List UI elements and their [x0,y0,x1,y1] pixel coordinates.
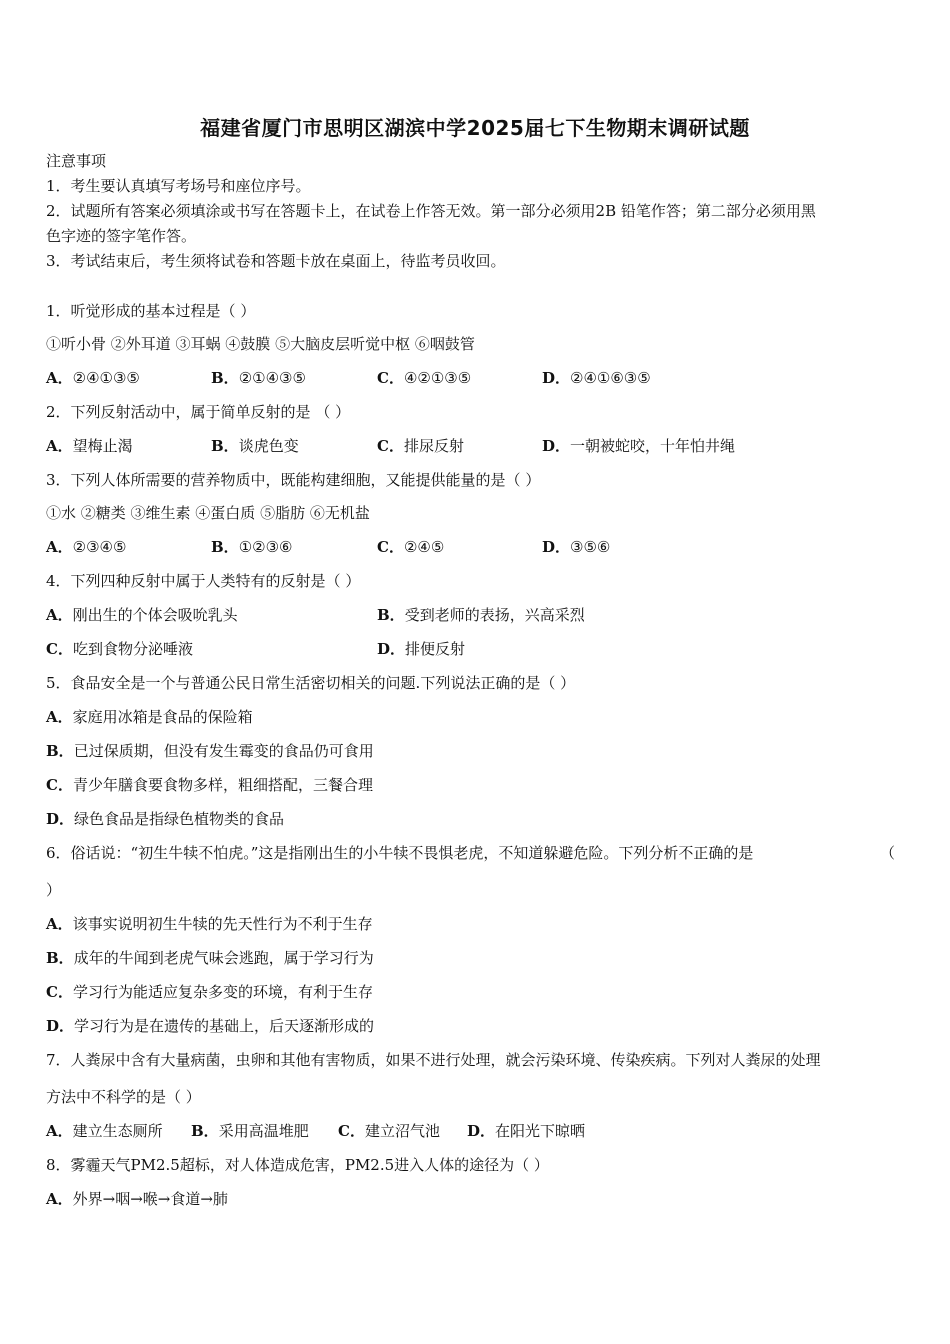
q2-option-d: D．一朝被蛇咬，十年怕井绳 [542,437,736,455]
q7-option-a: A．建立生态厕所 [46,1122,163,1140]
q1-option-b: B．②①④③⑤ [211,369,306,387]
q6-option-c: C．学习行为能适应复杂多变的环境，有利于生存 [46,983,373,1001]
q8-option-a: A．外界→咽→喉→食道→肺 [46,1190,228,1208]
q6-option-d: D．学习行为是在遗传的基础上，后天逐渐形成的 [46,1017,375,1035]
q7-stem: 7．人粪尿中含有大量病菌，虫卵和其他有害物质，如果不进行处理，就会污染环境、传染疾病。下列对人粪尿的处理 [46,1051,821,1069]
q3-stem: 3．下列人体所需要的营养物质中，既能构建细胞，又能提供能量的是（ ） [46,471,541,489]
q5-option-c: C．青少年膳食要食物多样，粗细搭配，三餐合理 [46,776,373,794]
q2-option-c: C．排尿反射 [377,437,464,455]
q4-option-a: A．刚出生的个体会吸吮乳头 [46,606,238,624]
page-title: 福建省厦门市思明区湖滨中学2025届七下生物期末调研试题 [200,116,750,140]
notice-item-1: 1．考生要认真填写考场号和座位序号。 [46,177,311,195]
q3-option-a: A．②③④⑤ [46,538,127,556]
q1-stem: 1．听觉形成的基本过程是（ ） [46,302,256,320]
q3-option-b: B．①②③⑥ [211,538,293,556]
q4-option-d: D．排便反射 [377,640,466,658]
q6-stem: 6．俗话说：“初生牛犊不怕虎。”这是指刚出生的小牛犊不畏惧老虎，不知道躲避危险。下列分析不正确的是 [46,844,754,862]
q6-stem-cont: ） [46,881,62,899]
q5-option-a: A．家庭用冰箱是食品的保险箱 [46,708,253,726]
q2-stem: 2．下列反射活动中，属于简单反射的是 （ ） [46,403,351,421]
q4-stem: 4．下列四种反射中属于人类特有的反射是（ ） [46,572,361,590]
q6-option-a: A．该事实说明初生牛犊的先天性行为不利于生存 [46,915,373,933]
q1-option-d: D．②④①⑥③⑤ [542,369,651,387]
q5-stem: 5．食品安全是一个与普通公民日常生活密切相关的问题.下列说法正确的是（ ） [46,674,576,692]
q4-option-c: C．吃到食物分泌唾液 [46,640,193,658]
notice-item-2: 2．试题所有答案必须填涂或书写在答题卡上，在试卷上作答无效。第一部分必须用2B 铅笔作答；第二部分必须用黑 [46,202,816,220]
q8-stem: 8．雾霾天气PM2.5超标，对人体造成危害，PM2.5进入人体的途径为（ ） [46,1156,549,1174]
q3-items: ①水 ②糖类 ③维生素 ④蛋白质 ⑤脂肪 ⑥无机盐 [46,504,370,522]
q6-stem-paren: （ [880,844,896,862]
q3-option-c: C．②④⑤ [377,538,445,556]
q1-option-c: C．④②①③⑤ [377,369,472,387]
notice-item-3: 3．考试结束后，考生须将试卷和答题卡放在桌面上，待监考员收回。 [46,252,506,270]
q7-option-c: C．建立沼气池 [338,1122,440,1140]
q7-option-d: D．在阳光下晾晒 [467,1122,586,1140]
q1-items: ①听小骨 ②外耳道 ③耳蜗 ④鼓膜 ⑤大脑皮层听觉中枢 ⑥咽鼓管 [46,335,475,353]
q2-option-a: A．望梅止渴 [46,437,133,455]
q6-option-b: B．成年的牛闻到老虎气味会逃跑，属于学习行为 [46,949,374,967]
q7-stem-cont: 方法中不科学的是（ ） [46,1088,201,1106]
q2-option-b: B．谈虎色变 [211,437,299,455]
q1-option-a: A．②④①③⑤ [46,369,140,387]
notice-heading: 注意事项 [46,152,107,170]
q7-option-b: B．采用高温堆肥 [191,1122,309,1140]
notice-item-2-cont: 色字迹的签字笔作答。 [46,227,197,245]
q5-option-d: D．绿色食品是指绿色植物类的食品 [46,810,285,828]
q3-option-d: D．③⑤⑥ [542,538,611,556]
q4-option-b: B．受到老师的表扬，兴高采烈 [377,606,585,624]
q5-option-b: B．已过保质期，但没有发生霉变的食品仍可食用 [46,742,374,760]
